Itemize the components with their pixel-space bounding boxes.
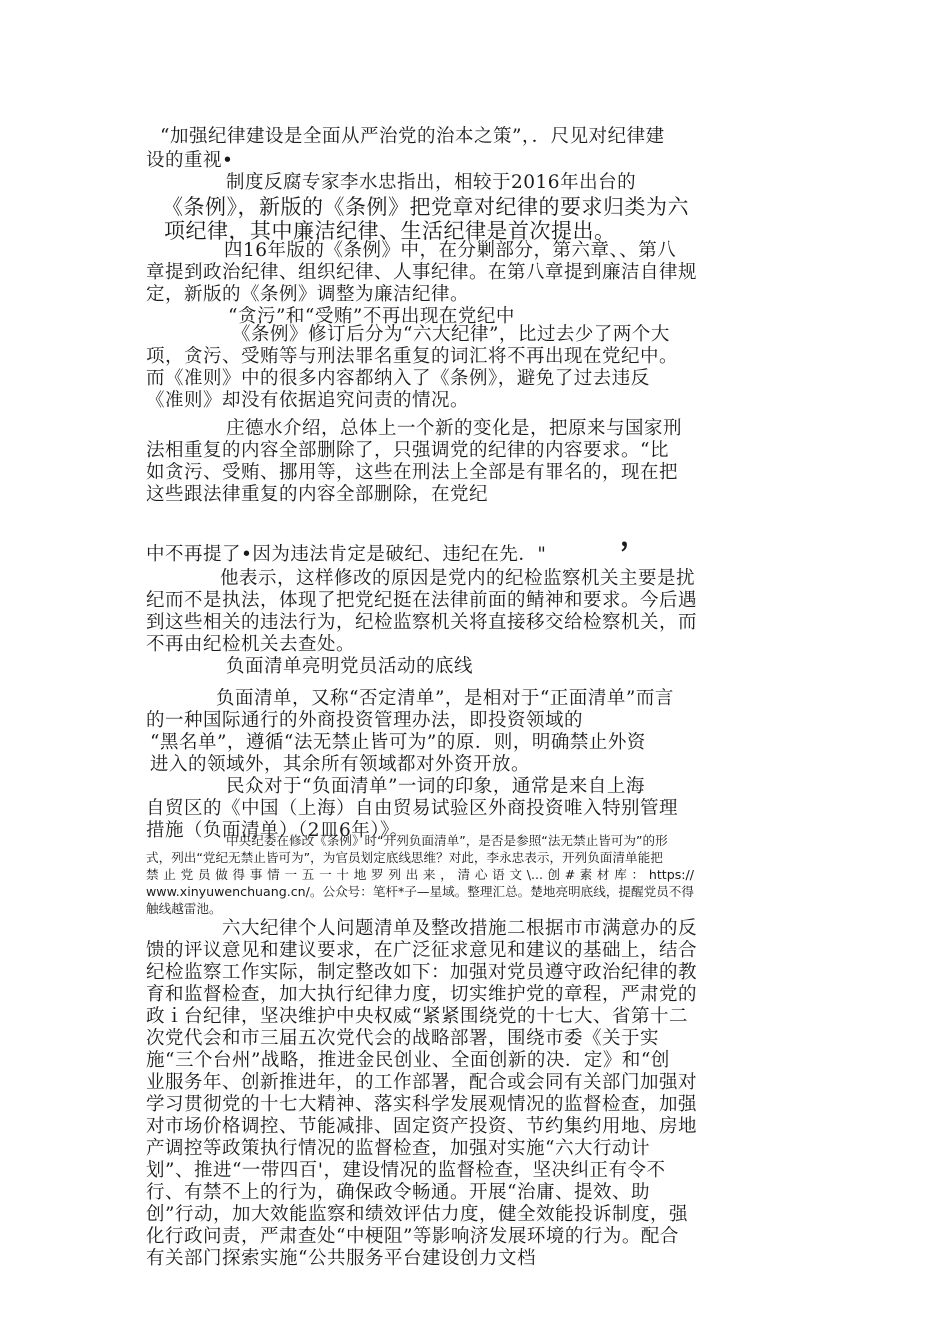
text-line: 对市场价格调控、节能减排、固定资产投资、节约集约用地、房地 bbox=[146, 1116, 698, 1137]
text-line: 而《准则》中的很多内容都纳入了《条例》，避免了过去违反 bbox=[146, 368, 650, 389]
text-line: 法相重复的内容全部删除了，只强调党的纪律的内容要求。“比 bbox=[146, 440, 669, 461]
text-line: 行、有禁不上的行为，确保政令畅通。开展“治庸、提效、助 bbox=[146, 1182, 650, 1203]
section-heading: “贪污”和“受贿”不再出现在党纪中 bbox=[228, 306, 515, 327]
text-line: 六大纪律个人问题清单及整改措施二根据市市满意办的反 bbox=[222, 918, 698, 939]
small-text-line: 触线越雷池。 bbox=[146, 901, 222, 916]
section-heading: 负面清单亮明党员活动的底线 bbox=[226, 656, 474, 677]
text-line: 不再由纪检机关去查处。 bbox=[146, 634, 356, 655]
text-line: 民众对于“负面清单”一词的印象，通常是来自上海 bbox=[226, 776, 645, 797]
text-line: 政ｉ台纪律，坚决维护中央权威“紧紧围绕党的十七大、省第十二 bbox=[146, 1006, 688, 1027]
text-line: “黑名单”，遵循“法无禁止皆可为”的原．则，明确禁止外资 bbox=[150, 732, 646, 753]
text-line: 《条例》修订后分为“六大纪律”，比过去少了两个大 bbox=[232, 324, 670, 345]
text-line: 自贸区的《中国（上海）自由贸易试验区外商投资唯入特别管理 bbox=[146, 798, 679, 819]
text-line: 到这些相关的违法行为，纪检监察机关将直接移交给检察机关，而 bbox=[146, 612, 698, 633]
text-line: 制度反腐专家李水忠指出，相较于2016年出台的 bbox=[226, 172, 637, 193]
text-line: 措施（负面清单）（2皿6年）》。 bbox=[146, 820, 409, 841]
text-line: 纪而不是执法，体现了把党纪挺在法律前面的鲭神和要求。今后遇 bbox=[146, 590, 698, 611]
text-line: 章提到政治纪律、组织纪律、人事纪律。在第八章提到廉洁自律规 bbox=[146, 262, 698, 283]
text-line: 他表示，这样修改的原因是党内的纪检监察机关主要是扰 bbox=[220, 568, 696, 589]
text-line: 进入的领域外，其余所有领域都对外资开放。 bbox=[150, 754, 531, 775]
text-line: 负面清单，又称“否定清单”，是相对于“正面清单”而言 bbox=[216, 688, 674, 709]
text-line: 庄德水介绍，总体上一个新的变化是，把原来与国家刑 bbox=[226, 418, 683, 439]
stray-comma-mark: ， bbox=[620, 519, 649, 552]
text-line: 纪检监察工作实际，制定整改如下：加强对党员遵守政治纪律的教 bbox=[146, 962, 698, 983]
text-line: 有关部门探索实施“公共服务平台建设创力文档 bbox=[146, 1248, 536, 1269]
text-line: 《条例》，新版的《条例》把党章对纪律的要求归类为六 bbox=[162, 195, 689, 219]
text-line: “加强纪律建设是全面从严治党的治本之策”，．尺见对纪律建 bbox=[160, 126, 665, 147]
text-line: 如贪污、受贿、挪用等，这些在刑法上全部是有罪名的，现在把 bbox=[146, 462, 679, 483]
small-text-line: 中央纪委在修改《条例》时“开列负面清单”，是否是参照“法无禁止皆可为”的形 bbox=[226, 833, 668, 848]
small-text-line: 式，列出“党纪无禁止皆可为”，为官员划定底线思维？对此，李永忠表示，开列负面清单能把 bbox=[146, 850, 663, 865]
text-line: 育和监督检查，加大执行纪律力度，切实维护党的章程，严肃党的 bbox=[146, 984, 698, 1005]
text-line: 化行政问责，严肃查处“中梗阻”等影响济发展环境的行为。配合 bbox=[146, 1226, 679, 1247]
text-line: 中不再提了•因为违法肯定是破纪、违纪在先．" bbox=[146, 544, 547, 565]
text-line: 设的重视• bbox=[146, 150, 234, 171]
text-line: 项，贪污、受贿等与刑法罪名重复的词汇将不再出现在党纪中。 bbox=[146, 346, 679, 367]
text-line: 产调控等政策执行情况的监督检查，加强对实施“六大行动计 bbox=[146, 1138, 650, 1159]
small-text-line: www.xinyuwenchuang.cn/。公众号：笔杆*子—星域。整理汇总。楚地亮明底线，提醒党员不得 bbox=[146, 884, 694, 899]
text-line: 次党代会和市三届五次党代会的战略部署，围绕市委《关于实 bbox=[146, 1028, 660, 1049]
small-text-line: 禁 止 党 员 做 得 事 情 一 五 一 十 地 罗 列 出 来 ， 清 心 语 文 \... 创 # 素 材 库 ： https:// bbox=[146, 867, 694, 882]
text-line: 施“三个台州”战略，推进金民创业、全面创新的决．定》和“创 bbox=[146, 1050, 670, 1071]
text-line: 定，新版的《条例》调整为廉洁纪律。 bbox=[146, 284, 470, 305]
text-line: 《准则》却没有依据追究问责的情况。 bbox=[146, 390, 470, 411]
text-line: 四16年版的《条例》中，在分剿部分，第六章、、第八 bbox=[224, 240, 677, 261]
text-line: 馈的评议意见和建议要求，在广泛征求意见和建议的基础上，结合 bbox=[146, 940, 698, 961]
text-line: 学习贯彻党的十七大精神、落实科学发展观情况的监督检查，加强 bbox=[146, 1094, 698, 1115]
text-line: 项纪律，其中廉洁纪律、生活纪律是首次提出。 bbox=[164, 219, 616, 243]
text-line: 业服务年、创新推进年，的工作部署，配合或会同有关部门加强对 bbox=[146, 1072, 698, 1093]
text-line: 创”行动，加大效能监察和绩效评估力度，健全效能投诉制度，强 bbox=[146, 1204, 688, 1225]
text-line: 这些跟法律重复的内容全部删除，在党纪 bbox=[146, 484, 489, 505]
text-line: 划”、推进“一带四百'，建设情况的监督检查，坚决纠正有令不 bbox=[146, 1160, 666, 1181]
text-line: 的一种国际通行的外商投资管理办法，即投资领域的 bbox=[146, 710, 584, 731]
